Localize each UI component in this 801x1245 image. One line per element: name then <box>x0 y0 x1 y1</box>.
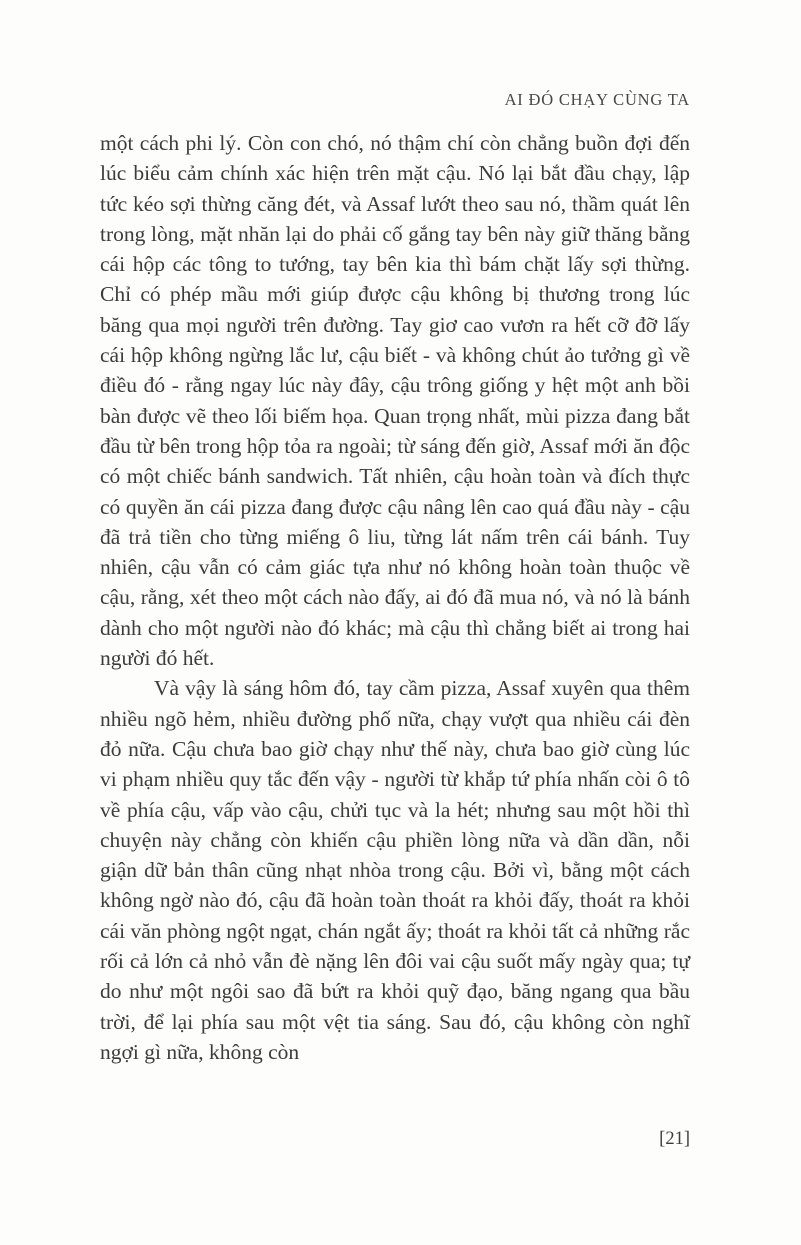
body-text <box>100 128 690 1067</box>
page-number: [21] <box>659 1129 690 1149</box>
paragraph-continuation: một cách phi lý. Còn con chó, nó thậm chí còn chẳng buồn đợi đến lúc biểu cảm chính xác hiện trên mặt cậu. Nó lại bắt đầu chạy, lập tức kéo sợi thừng căng đét, và Assaf lướt theo sau nó, thầm quát lên trong lòng, mặt nhăn lại do phải cố gắng tay bên này giữ thăng bằng cái hộp các tông to tướng, tay bên kia thì bám chặt lấy sợi thừng. Chỉ có phép mầu mới giúp được cậu không bị thương trong lúc băng qua mọi người trên đường. Tay giơ cao vươn ra hết cỡ đỡ lấy cái hộp không ngừng lắc lư, cậu biết - và không chút ảo tưởng gì về điều đó - rằng ngay lúc này đây, cậu trông giống y hệt một anh bồi bàn được vẽ theo lối biếm họa. Quan trọng nhất, mùi pizza đang bắt đầu từ bên trong hộp tỏa ra ngoài; từ sáng đến giờ, Assaf mới ăn độc có một chiếc bánh sandwich. Tất nhiên, cậu hoàn toàn và đích thực có quyền ăn cái pizza đang được cậu nâng lên cao quá đầu này - cậu đã trả tiền cho từng miếng ô liu, từng lát nấm trên cái bánh. Tuy nhiên, cậu vẫn có cảm giác tựa như nó không hoàn toàn thuộc về cậu, rằng, xét theo một cách nào đấy, ai đó đã mua nó, và nó là bánh dành cho một người nào đó khác; mà cậu thì chẳng biết ai trong hai người đó hết. <box>100 131 690 671</box>
running-header: AI ĐÓ CHẠY CÙNG TA <box>504 90 690 109</box>
paragraph-new: Và vậy là sáng hôm đó, tay cầm pizza, Assaf xuyên qua thêm nhiều ngõ hẻm, nhiều đường phố nữa, chạy vượt qua nhiều cái đèn đỏ nữa. Cậu chưa bao giờ chạy như thế này, chưa bao giờ cùng lúc vi phạm nhiều quy tắc đến vậy - người từ khắp tứ phía nhấn còi ô tô về phía cậu, vấp vào cậu, chửi tục và la hét; nhưng sau một hồi thì chuyện này chẳng còn khiến cậu phiền lòng nữa và dần dần, nỗi giận dữ bản thân cũng nhạt nhòa trong cậu. Bởi vì, bằng một cách không ngờ nào đó, cậu đã hoàn toàn thoát ra khỏi đấy, thoát ra khỏi cái văn phòng ngột ngạt, chán ngắt ấy; thoát ra khỏi tất cả những rắc rối cả lớn cả nhỏ vẫn đè nặng lên đôi vai cậu suốt mấy ngày qua; tự do như một ngôi sao đã bứt ra khỏi quỹ đạo, băng ngang qua bầu trời, để lại phía sau một vệt tia sáng. Sau đó, cậu không còn nghĩ ngợi gì nữa, không còn <box>100 676 690 1064</box>
